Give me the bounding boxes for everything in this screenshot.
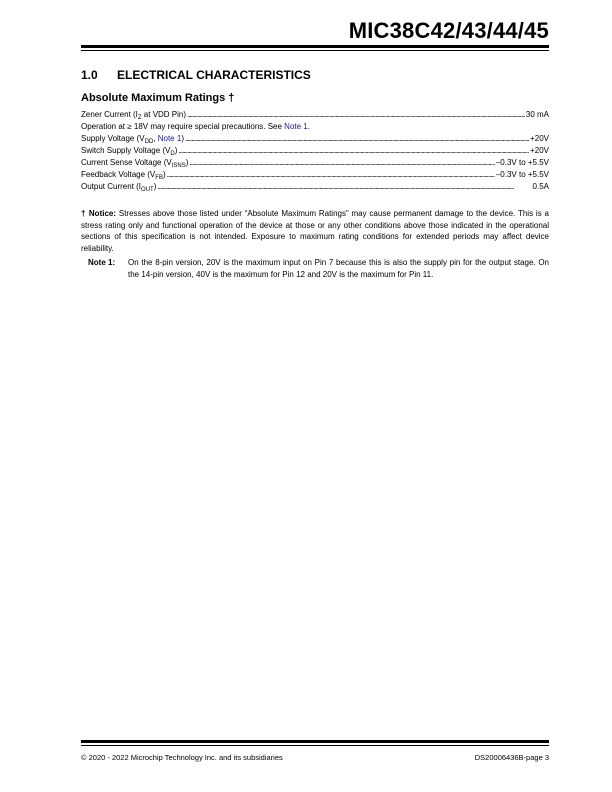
- footer-page-number: DS20006436B-page 3: [474, 753, 549, 762]
- note-label: Note 1:: [88, 258, 116, 267]
- operation-precaution-note: Operation at ≥ 18V may require special precautions. See Note 1.: [81, 122, 310, 131]
- rating-value: +20V: [530, 146, 549, 155]
- notice-label: † Notice:: [81, 209, 117, 218]
- rating-feedback-voltage: [81, 169, 549, 181]
- stress-notice: [81, 208, 549, 254]
- dot-leader: [157, 181, 531, 193]
- footer-rule: [81, 740, 549, 743]
- notice-text: Stresses above those listed under “Absolute Maximum Ratings” may cause permanent damage to the device. This is a stress rating only and functional operation of the device at those or any other conditions above those indicated in the operational sections of this specification is not intended. Exposure to maximum rating conditions for extended periods may affect device reliability.: [81, 209, 549, 253]
- rating-value: –0.3V to +5.5V: [495, 170, 549, 179]
- header-rule: [81, 45, 549, 48]
- rating-value: 0.5A: [532, 182, 549, 191]
- dot-leader: [178, 145, 529, 157]
- note-1-link[interactable]: Note 1: [284, 122, 308, 131]
- dot-leader: [189, 157, 494, 169]
- rating-output-current: [81, 181, 549, 193]
- dot-leader: [185, 133, 529, 145]
- abs-max-ratings-list: [81, 109, 549, 193]
- rating-label: Supply Voltage ($V_{DD}$, Note 1): [81, 134, 184, 145]
- footer-rule-thin: [81, 745, 549, 746]
- dot-leader: [187, 109, 525, 121]
- dot-leader: [167, 169, 495, 181]
- rating-label: Zener Current ($I_Z$ at VDD Pin): [81, 110, 187, 121]
- abs-max-heading: Absolute Maximum Ratings †: [81, 92, 235, 104]
- rating-value: 30 mA: [525, 110, 549, 119]
- rating-value: +20V: [530, 134, 549, 143]
- footer-copyright: © 2020 - 2022 Microchip Technology Inc. and its subsidiaries: [81, 753, 283, 762]
- rating-label: Switch Supply Voltage $(V_D)$: [81, 146, 178, 157]
- rating-label: Output Current $(I_{OUT})$: [81, 182, 157, 193]
- rating-label: Current Sense Voltage $(V_{ISNS})$: [81, 158, 189, 169]
- note-text: On the 8-pin version, 20V is the maximum input on Pin 7 because this is also the supply pin for the output stage. On the 14-pin version, 40V is the maximum for Pin 12 and 20V is the maximum for Pin 11.: [128, 258, 549, 279]
- header-rule-thin: [81, 50, 549, 51]
- rating-switch-supply-voltage: [81, 145, 549, 157]
- rating-zener-current: [81, 109, 549, 121]
- section-number: 1.0: [81, 68, 98, 82]
- section-title: ELECTRICAL CHARACTERISTICS: [117, 68, 311, 82]
- rating-label: Feedback Voltage $(V_{FB})$: [81, 170, 166, 181]
- note-1-link[interactable]: Note 1: [157, 134, 182, 143]
- page-header-title: MIC38C42/43/44/45: [348, 18, 549, 43]
- rating-current-sense-voltage: [81, 157, 549, 169]
- rating-supply-voltage: [81, 133, 549, 145]
- note-1: [88, 257, 549, 280]
- rating-value: –0.3V to +5.5V: [495, 158, 549, 167]
- section-heading: [81, 68, 311, 82]
